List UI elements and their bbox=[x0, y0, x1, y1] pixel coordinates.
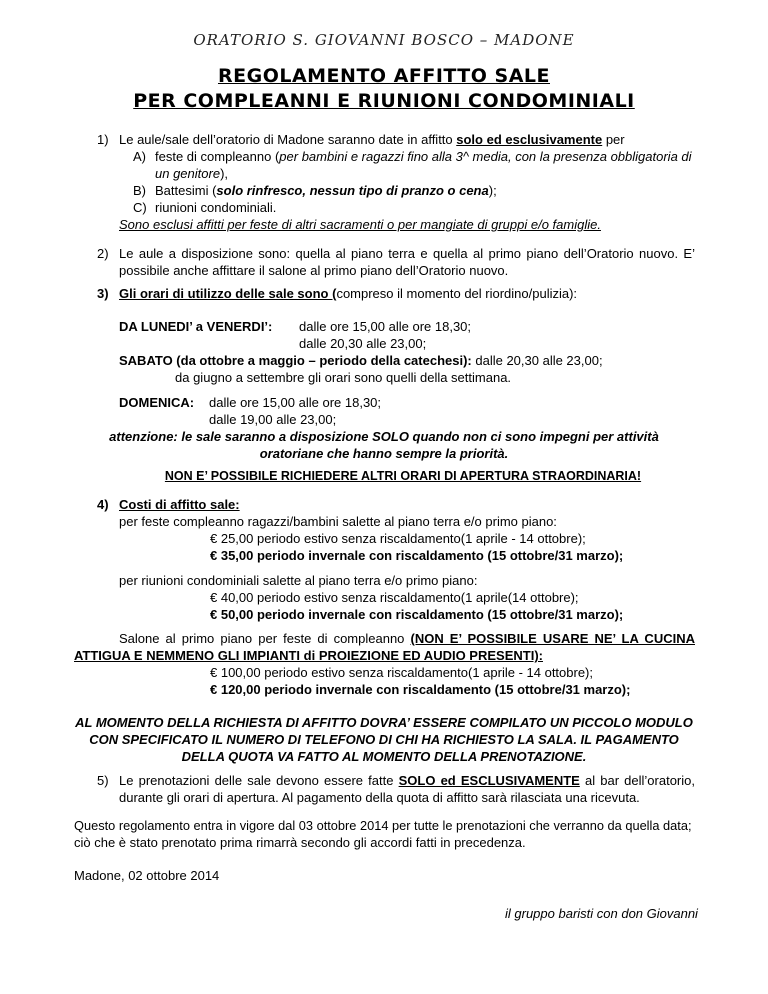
attention-line-2: oratoriane che hanno sempre la priorità. bbox=[259, 446, 509, 461]
birthday-summer-price: € 25,00 periodo estivo senza riscaldamento(1 aprile - 14 ottobre); bbox=[210, 531, 586, 546]
sunday-hours-2: dalle 19,00 alle 23,00; bbox=[209, 412, 337, 427]
no-extra-hours-notice: NON E’ POSSIBILE RICHIEDERE ALTRI ORARI DI APERTURA STRAORDINARIA! bbox=[164, 469, 642, 483]
sunday-hours-1: dalle ore 15,00 alle ore 18,30; bbox=[209, 395, 382, 410]
item-c-letter: C) bbox=[133, 200, 147, 215]
section-2-line-2: possibile anche affittare il salone al primo piano dell’Oratorio nuovo. bbox=[119, 263, 509, 278]
condo-winter-price: € 50,00 periodo invernale con riscaldamento (15 ottobre/31 marzo); bbox=[210, 607, 624, 622]
closing-line-1: Questo regolamento entra in vigore dal 03 ottobre 2014 per tutte le prenotazioni che verranno da quella data; bbox=[74, 818, 692, 833]
item-b-letter: B) bbox=[133, 183, 146, 198]
section-3-number: 3) bbox=[97, 286, 109, 301]
sunday-label: DOMENICA: bbox=[119, 395, 195, 410]
item-c-text: riunioni condominiali. bbox=[155, 200, 277, 215]
warning-line-3: DELLA QUOTA VA FATTO AL MOMENTO DELLA PRENOTAZIONE. bbox=[181, 749, 587, 764]
page-header: ORATORIO S. GIOVANNI BOSCO – MADONE bbox=[193, 31, 575, 49]
title-line-2: PER COMPLEANNI E RIUNIONI CONDOMINIALI bbox=[133, 90, 635, 112]
section-5-line-2: durante gli orari di apertura. Al pagamento della quota di affitto sarà rilasciata una ricevuta. bbox=[119, 790, 640, 805]
section-1-intro: Le aule/sale dell’oratorio di Madone saranno date in affitto solo ed esclusivamente per bbox=[119, 132, 625, 147]
section-4-number: 4) bbox=[97, 497, 109, 512]
section-2-number: 2) bbox=[97, 246, 109, 261]
exclusion-note: Sono esclusi affitti per feste di altri sacramenti o per mangiate di gruppi e/o famiglie. bbox=[119, 217, 601, 232]
title-line-1: REGOLAMENTO AFFITTO SALE bbox=[217, 65, 550, 87]
saturday-summer-note: da giugno a settembre gli orari sono quelli della settimana. bbox=[175, 370, 512, 385]
closing-line-2: ciò che è stato prenotato prima rimarrà secondo gli accordi fatti in precedenza. bbox=[74, 835, 526, 850]
warning-line-2: CON SPECIFICATO IL NUMERO DI TELEFONO DI CHI HA RICHIESTO LA SALA. IL PAGAMENTO bbox=[89, 732, 679, 747]
birthday-winter-price: € 35,00 periodo invernale con riscaldamento (15 ottobre/31 marzo); bbox=[210, 548, 624, 563]
section-4-heading: Costi di affitto sale: bbox=[119, 497, 240, 512]
condo-summer-price: € 40,00 periodo estivo senza riscaldamento(1 aprile(14 ottobre); bbox=[210, 590, 579, 605]
warning-line-1: AL MOMENTO DELLA RICHIESTA DI AFFITTO DOVRA’ ESSERE COMPILATO UN PICCOLO MODULO bbox=[75, 715, 693, 730]
section-5-number: 5) bbox=[97, 773, 109, 788]
salone-line-2: ATTIGUA E NEMMENO GLI IMPIANTI di PROIEZIONE ED AUDIO PRESENTI): bbox=[74, 648, 543, 663]
saturday-line: SABATO (da ottobre a maggio – periodo della catechesi): dalle 20,30 alle 23,00; bbox=[119, 353, 603, 368]
weekday-hours-2: dalle 20,30 alle 23,00; bbox=[299, 336, 427, 351]
signature: il gruppo baristi con don Giovanni bbox=[505, 906, 698, 921]
section-1-number: 1) bbox=[97, 132, 109, 147]
birthday-intro: per feste compleanno ragazzi/bambini salette al piano terra e/o primo piano: bbox=[119, 514, 557, 529]
item-a-letter: A) bbox=[133, 149, 146, 164]
weekday-hours-1: dalle ore 15,00 alle ore 18,30; bbox=[299, 319, 472, 334]
salone-summer-price: € 100,00 periodo estivo senza riscaldamento(1 aprile - 14 ottobre); bbox=[210, 665, 593, 680]
salone-winter-price: € 120,00 periodo invernale con riscaldamento (15 ottobre/31 marzo); bbox=[210, 682, 631, 697]
weekday-label: DA LUNEDI’ a VENERDI’: bbox=[119, 319, 273, 334]
item-b-text: Battesimi (solo rinfresco, nessun tipo di pranzo o cena); bbox=[155, 183, 497, 198]
salone-line-1: Salone al primo piano per feste di compleanno (NON E’ POSSIBILE USARE NE’ LA CUCINA bbox=[119, 631, 695, 646]
place-date: Madone, 02 ottobre 2014 bbox=[74, 868, 220, 883]
section-5-line-1: Le prenotazioni delle sale devono essere fatte SOLO ed ESCLUSIVAMENTE al bar dell’oratorio, bbox=[119, 773, 695, 788]
condo-intro: per riunioni condominiali salette al piano terra e/o primo piano: bbox=[119, 573, 478, 588]
item-a-text: feste di compleanno (per bambini e ragazzi fino alla 3^ media, con la presenza obbligatoria di bbox=[155, 149, 692, 164]
item-a-text-cont: un genitore), bbox=[155, 166, 229, 181]
attention-line-1: attenzione: le sale saranno a disposizione SOLO quando non ci sono impegni per attività bbox=[109, 429, 659, 444]
section-2-line-1: Le aule a disposizione sono: quella al piano terra e quella al primo piano dell’Oratorio nuovo. E’ bbox=[119, 246, 695, 261]
section-3-heading: Gli orari di utilizzo delle sale sono (compreso il momento del riordino/pulizia): bbox=[119, 286, 578, 301]
